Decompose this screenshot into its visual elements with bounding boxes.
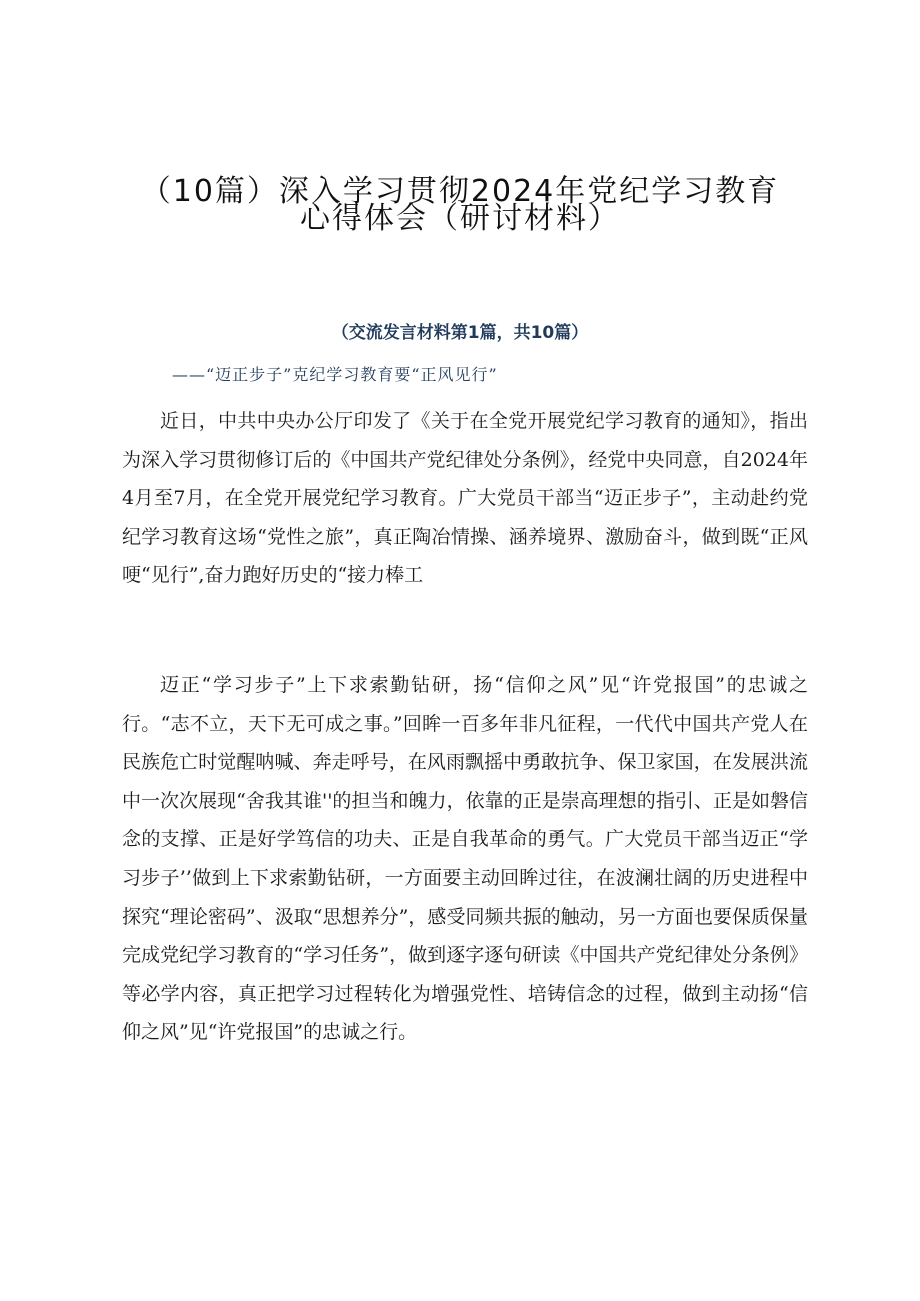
document-title-line-1: （10篇）深入学习贯彻2024年党纪学习教育 xyxy=(140,174,780,209)
body-paragraph-1: 近日，中共中央办公厅印发了《关于在全党开展党纪学习教育的通知》，指出为深入学习贯彻修订后的《中国共产党纪律处分条例》，经党中央同意，自2024年4月至7月，在全党开展党纪学习教育。广大党员干部当“迈正步子”，主动赴约党纪学习教育这场“党性之旅”，真正陶冶情操、涵养境界、激励奋斗，做到既“正风哽“见行”,奋力跑好历史的“接力棒工 xyxy=(122,410,808,587)
section-subtitle: ——“迈正步子”克纪学习教育要“正风见行” xyxy=(172,365,498,384)
section-heading: （交流发言材料第1篇，共10篇） xyxy=(331,323,589,343)
body-paragraph-2: 迈正“学习步子”上下求索勤钻研，扬“信仰之风”见“许党报国”的忠诚之行。“志不立，天下无可成之事。”回眸一百多年非凡征程，一代代中国共产党人在民族危亡时觉醒呐喊、奔走呼号，在风雨飘摇中勇敢抗争、保卫家国，在发展洪流中一次次展现“舍我其谁''的担当和魄力，依靠的正是崇高理想的指引、正是如磐信念的支撑、正是好学笃信的功夫、正是自我革命的勇气。广大党员干部当迈正“学习步子’’做到上下求索勤钻研，一方面要主动回眸过往，在波澜壮阔的历史进程中探究“理论密码”、汲取“思想养分”，感受同频共振的触动，另一方面也要保质保量完成党纪学习教育的“学习任务”，做到逐字逐句研读《中国共产党纪律处分条例》等必学内容，真正把学习过程转化为增强党性、培铸信念的过程，做到主动扬“信仰之风”见“许党报国”的忠诚之行。 xyxy=(122,674,808,1044)
document-title-line-2: 心得体会（研讨材料） xyxy=(300,201,620,236)
